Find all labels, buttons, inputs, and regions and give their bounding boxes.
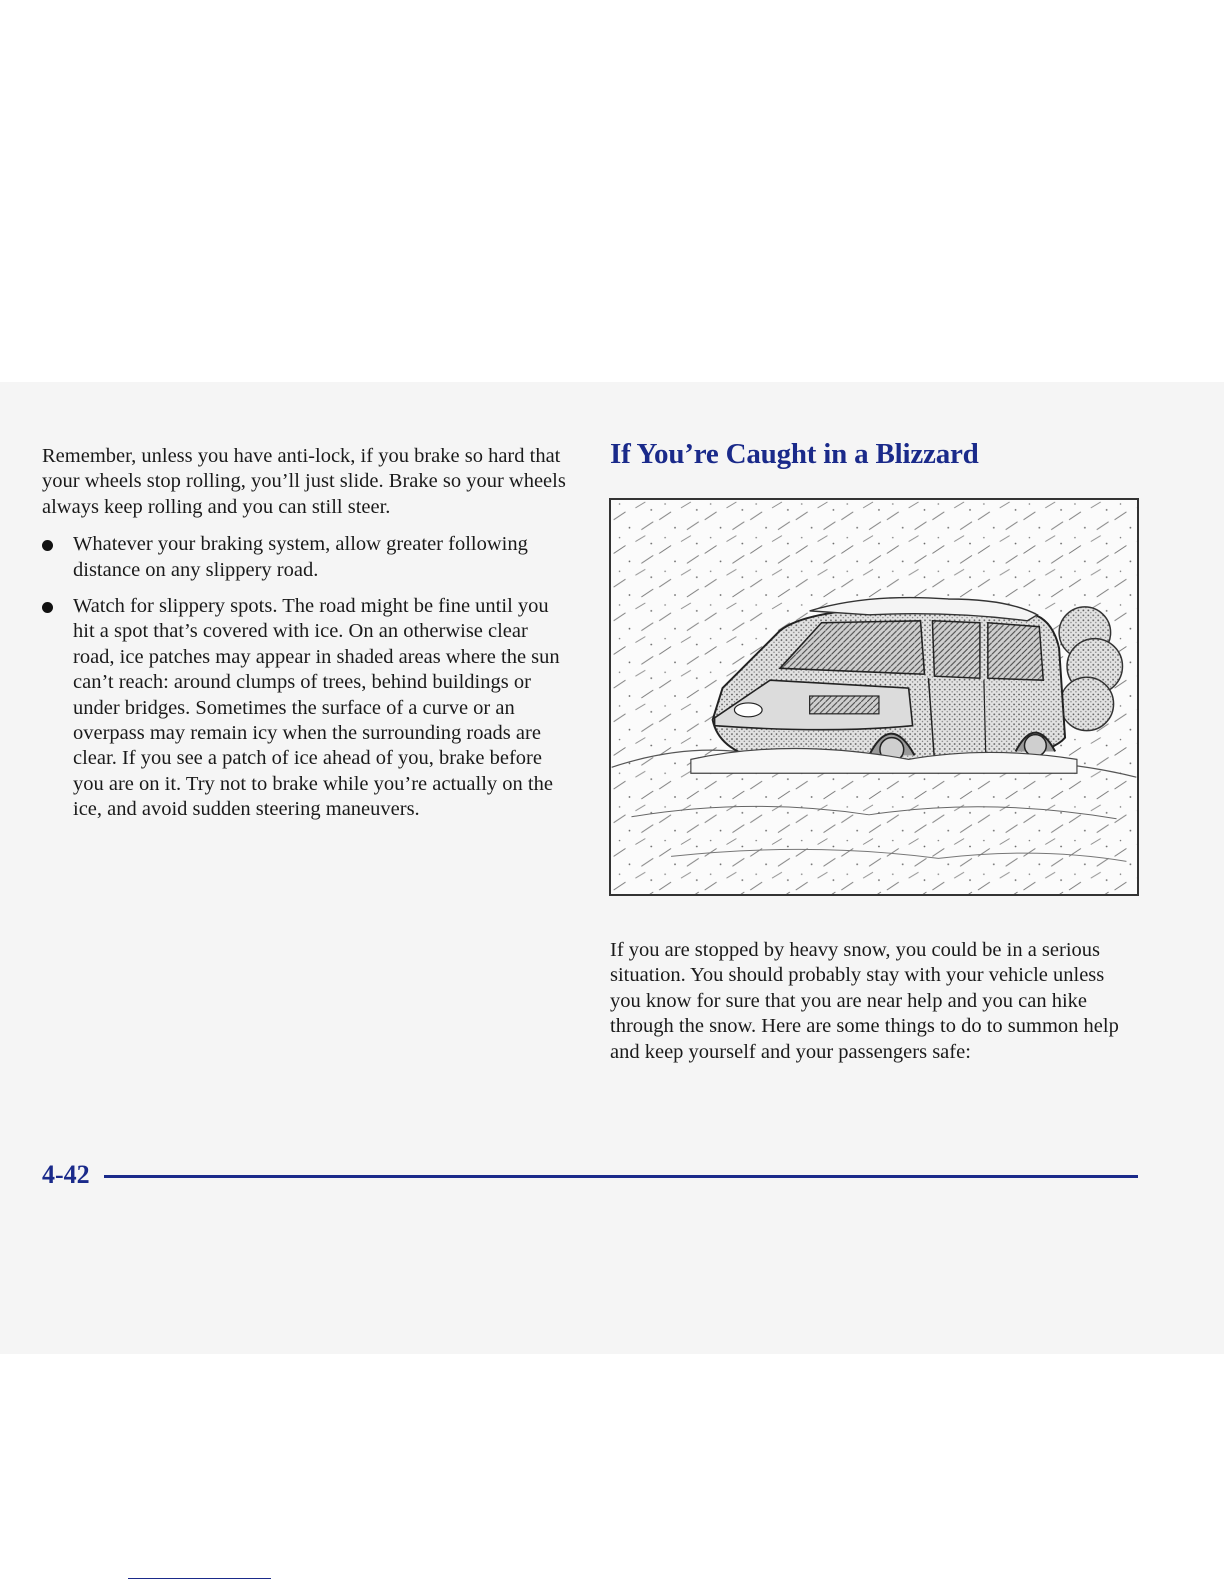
footer-rule [104, 1175, 1138, 1178]
page-number: 4-42 [42, 1160, 90, 1189]
bottom-divider [128, 1578, 271, 1579]
bullet-item [42, 532, 572, 583]
bullet-text: Whatever your braking system, allow greater following distance on any slippery road. [73, 533, 528, 581]
left-column [42, 444, 572, 834]
blizzard-paragraph: If you are stopped by heavy snow, you could be in a serious situation. You should probably stay with your vehicle unless you know for sure that you are near help and you can hike through the snow. Here are some things to do to summon help and keep yourself and your passengers safe: [610, 939, 1119, 1063]
bullet-item [42, 594, 572, 823]
bullet-list [42, 532, 572, 822]
section-heading: If You’re Caught in a Blizzard [610, 438, 979, 470]
bullet-dot-icon [42, 540, 53, 551]
intro-paragraph: Remember, unless you have anti-lock, if you brake so hard that your wheels stop rolling, you’ll just slide. Brake so your wheels always keep rolling and you can still steer. [42, 445, 566, 518]
bullet-text: Watch for slippery spots. The road might be fine until you hit a spot that’s covered with ice. On an otherwise clear road, ice patches may appear in shaded areas where the sun can’t reach: around clumps of trees, behind buildings or under bridges. Sometimes the surface of a curve or an overpass may remain icy when the surrounding roads are clear. If you see a patch of ice ahead of you, brake before you are on it. Try not to brake while you’re actually on the ice, and avoid sudden steering maneuvers. [73, 595, 560, 821]
vehicle-stuck-in-snow-illustration [609, 498, 1139, 896]
bullet-dot-icon [42, 602, 53, 613]
